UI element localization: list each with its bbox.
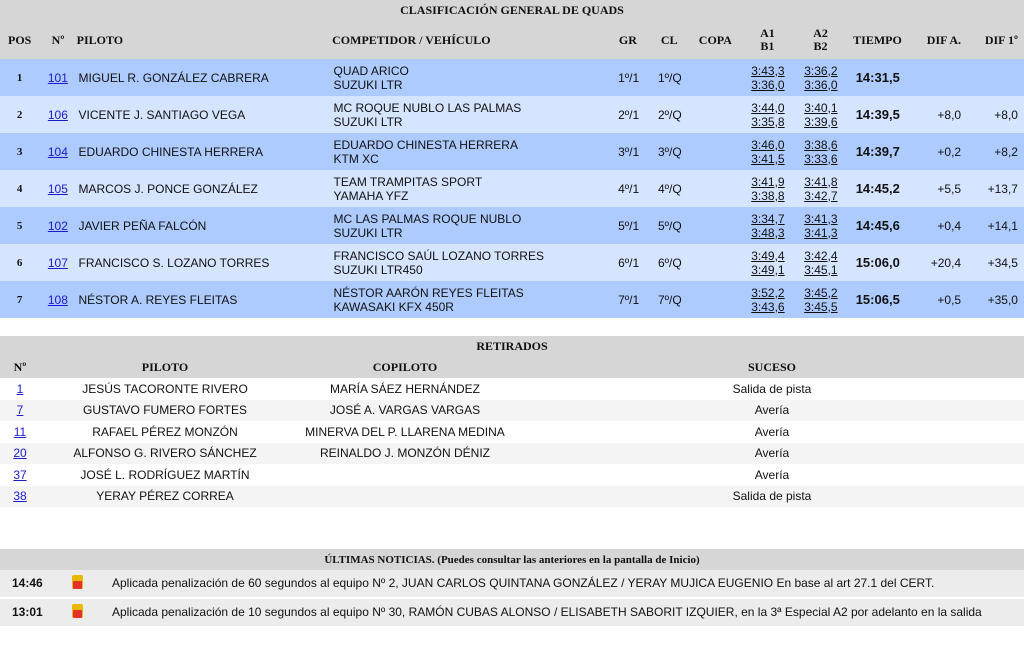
header-num: Nº [13,360,27,374]
time-b2[interactable]: 3:45,5 [804,299,838,314]
row-tiempo: 14:39,5 [855,107,900,122]
retirados-title: RETIRADOS [0,336,1024,357]
vehiculo-name: KTM XC [333,151,379,166]
row-piloto: MARCOS J. PONCE GONZÁLEZ [78,181,258,196]
row-piloto: FRANCISCO S. LOZANO TORRES [78,255,270,270]
row-num-link[interactable]: 102 [47,218,68,233]
time-b1[interactable]: 3:41,5 [751,151,785,166]
row-a1-b1[interactable] [741,138,794,166]
news-text: Aplicada penalización de 60 segundos al equipo Nº 2, JUAN CARLOS QUINTANA GONZÁLEZ / YERAY MUJICA EUGENIO En base al art 27.1 del CERT. [112,576,935,590]
time-b2[interactable]: 3:33,6 [804,151,838,166]
time-a2[interactable]: 3:41,8 [804,174,838,189]
row-suceso: Salida de pista [732,489,812,504]
row-gr: 6º/1 [618,255,640,270]
competidor-name: MC ROQUE NUBLO LAS PALMAS [333,100,522,115]
row-num-link[interactable]: 108 [47,292,68,307]
header-tiempo: TIEMPO [853,32,902,47]
time-a1[interactable]: 3:46,0 [751,137,785,152]
table-row [0,486,1024,508]
table-row [0,281,1024,318]
row-dif-1: +8,0 [994,107,1018,122]
competidor-name: EDUARDO CHINESTA HERRERA [333,137,518,152]
row-suceso: Avería [754,403,790,418]
quads-table-title: CLASIFICACIÓN GENERAL DE QUADS [0,0,1024,21]
table-row [0,207,1024,244]
news-text: Aplicada penalización de 10 segundos al equipo Nº 30, RAMÓN CUBAS ALONSO / ELISABETH SABORIT IZQUIER, en la 3ª Especial A2 por adelanto en la salida [112,605,982,619]
row-pos: 3 [16,145,23,158]
row-cl: 4º/Q [657,181,682,196]
row-cl: 6º/Q [657,255,682,270]
row-gr: 1º/1 [618,70,640,85]
row-gr: 2º/1 [618,107,640,122]
row-competidor [333,175,608,203]
row-piloto: JOSÉ L. RODRÍGUEZ MARTÍN [80,467,250,482]
row-tiempo: 14:45,6 [855,218,900,233]
row-num-link[interactable]: 105 [47,181,68,196]
row-pos: 5 [16,219,23,232]
row-pos: 4 [16,182,23,195]
row-tiempo: 14:31,5 [855,70,900,85]
row-dif-a: +0,5 [937,292,962,307]
news-time: 13:01 [12,605,43,619]
row-dif-1: +8,2 [994,144,1018,159]
row-suceso: Salida de pista [732,381,812,396]
news-title: ÚLTIMAS NOTICIAS. (Puedes consultar las anteriores en la pantalla de Inicio) [0,549,1024,570]
row-a2-b2[interactable] [794,138,847,166]
news-section [0,549,1024,628]
table-row [0,443,1024,465]
row-copiloto: REINALDO J. MONZÓN DÉNIZ [319,446,490,461]
time-a1[interactable]: 3:41,9 [751,174,785,189]
row-dif-a: +0,2 [937,144,962,159]
row-dif-a: +0,4 [937,218,962,233]
news-item [0,599,1024,628]
row-a2-b2[interactable] [794,64,847,92]
time-b1[interactable]: 3:48,3 [751,225,785,240]
row-copiloto: MINERVA DEL P. LLARENA MEDINA [305,424,505,439]
row-a2-b2[interactable] [794,101,847,129]
row-competidor [333,138,608,166]
quads-classification-table [0,0,1024,318]
table-row [0,133,1024,170]
row-dif-a: +8,0 [937,107,962,122]
header-dif-1: DIF 1º [984,32,1019,47]
row-gr: 5º/1 [618,218,640,233]
row-piloto: VICENTE J. SANTIAGO VEGA [78,107,246,122]
row-a2-b2[interactable] [794,212,847,240]
penalty-card-icon [72,575,83,589]
time-a1[interactable]: 3:44,0 [751,100,785,115]
time-b2[interactable]: 3:39,6 [804,114,838,129]
vehiculo-name: SUZUKI LTR [333,77,403,92]
row-competidor [333,286,608,314]
row-a1-b1[interactable] [741,286,794,314]
time-b1[interactable]: 3:43,6 [751,299,785,314]
row-tiempo: 15:06,5 [855,292,900,307]
row-competidor [333,212,608,240]
vehiculo-name: SUZUKI LTR [333,114,403,129]
row-num-link[interactable]: 101 [47,70,68,85]
time-a2[interactable]: 3:36,2 [804,63,838,78]
quads-table-header [0,21,1024,59]
row-dif-a: +20,4 [930,255,962,270]
row-num-link[interactable]: 38 [13,489,27,504]
time-b1[interactable]: 3:35,8 [751,114,785,129]
penalty-card-icon [72,604,83,618]
row-pos: 7 [16,293,23,306]
header-a2-b2 [794,27,847,53]
time-b1[interactable]: 3:49,1 [751,262,785,277]
competidor-name: MC LAS PALMAS ROQUE NUBLO [333,211,522,226]
row-piloto: YERAY PÉREZ CORREA [96,489,234,504]
retirados-header [0,357,1024,378]
header-copa: COPA [698,32,732,47]
table-row [0,421,1024,443]
time-a1[interactable]: 3:43,3 [751,63,785,78]
vehiculo-name: SUZUKI LTR450 [333,262,423,277]
row-cl: 7º/Q [657,292,682,307]
row-copiloto: MARÍA SÁEZ HERNÁNDEZ [329,381,481,396]
time-a2[interactable]: 3:38,6 [804,137,838,152]
row-a2-b2[interactable] [794,286,847,314]
table-row [0,400,1024,422]
row-dif-1: +13,7 [987,181,1018,196]
row-num-link[interactable]: 107 [47,255,68,270]
row-dif-a: +5,5 [937,181,962,196]
table-row [0,244,1024,281]
row-piloto: JAVIER PEÑA FALCÓN [78,218,207,233]
header-cl: CL [660,32,678,47]
row-a2-b2[interactable] [794,175,847,203]
competidor-name: FRANCISCO SAÚL LOZANO TORRES [333,248,544,263]
row-gr: 4º/1 [618,181,640,196]
table-row [0,464,1024,486]
row-piloto: NÉSTOR A. REYES FLEITAS [78,292,238,307]
header-competidor: COMPETIDOR / VEHÍCULO [332,32,491,47]
retirados-table [0,336,1024,507]
competidor-name: QUAD ARICO [333,63,409,78]
row-a1-b1[interactable] [741,64,794,92]
table-row [0,59,1024,96]
row-num-link[interactable]: 106 [47,107,68,122]
vehiculo-name: KAWASAKI KFX 450R [333,299,454,314]
row-cl: 3º/Q [657,144,682,159]
row-suceso: Avería [754,467,790,482]
row-tiempo: 14:39,7 [855,144,900,159]
header-a1: A1 [760,26,775,40]
news-item [0,570,1024,599]
row-gr: 3º/1 [618,144,640,159]
row-a1-b1[interactable] [741,175,794,203]
row-piloto: ALFONSO G. RIVERO SÁNCHEZ [73,446,257,461]
header-b2: B2 [813,39,828,53]
row-a1-b1[interactable] [741,101,794,129]
header-a2: A2 [813,26,828,40]
row-num-link[interactable]: 7 [16,403,24,418]
time-b2[interactable]: 3:36,0 [804,77,838,92]
header-pos: POS [7,32,32,47]
row-piloto: RAFAEL PÉREZ MONZÓN [92,424,238,439]
row-num-link[interactable]: 11 [13,424,27,439]
row-competidor [333,64,608,92]
row-gr: 7º/1 [618,292,640,307]
header-piloto: PILOTO [141,360,189,374]
time-a2[interactable]: 3:42,4 [804,248,838,263]
header-copiloto: COPILOTO [372,360,438,374]
time-a1[interactable]: 3:34,7 [751,211,785,226]
table-row [0,170,1024,207]
row-cl: 5º/Q [657,218,682,233]
competidor-name: NÉSTOR AARÓN REYES FLEITAS [333,285,524,300]
time-a1[interactable]: 3:52,2 [751,285,785,300]
row-cl: 1º/Q [657,70,682,85]
row-tiempo: 15:06,0 [855,255,900,270]
row-copiloto: JOSÉ A. VARGAS VARGAS [329,403,481,418]
news-time: 14:46 [12,576,43,590]
time-b2[interactable]: 3:45,1 [804,262,838,277]
row-num-link[interactable]: 104 [47,144,68,159]
row-num-link[interactable]: 1 [16,381,24,396]
row-dif-1: +34,5 [987,255,1018,270]
vehiculo-name: SUZUKI LTR [333,225,403,240]
row-pos: 2 [16,108,23,121]
row-a1-b1[interactable] [741,249,794,277]
row-a1-b1[interactable] [741,212,794,240]
row-competidor [333,101,608,129]
time-b1[interactable]: 3:36,0 [751,77,785,92]
vehiculo-name: YAMAHA YFZ [333,188,409,203]
time-a2[interactable]: 3:41,3 [804,211,838,226]
row-suceso: Avería [754,424,790,439]
row-dif-1: +14,1 [987,218,1018,233]
time-b2[interactable]: 3:42,7 [804,188,838,203]
row-num-link[interactable]: 20 [13,446,27,461]
header-b1: B1 [760,39,775,53]
row-competidor [333,249,608,277]
header-gr: GR [618,32,637,47]
row-dif-1: +35,0 [987,292,1018,307]
table-row [0,378,1024,400]
row-tiempo: 14:45,2 [855,181,900,196]
row-num-link[interactable]: 37 [13,467,27,482]
header-piloto: PILOTO [76,32,124,47]
header-a1-b1 [741,27,794,53]
time-a2[interactable]: 3:45,2 [804,285,838,300]
row-piloto: GUSTAVO FUMERO FORTES [82,403,247,418]
header-suceso: SUCESO [747,360,797,374]
row-piloto: JESÚS TACORONTE RIVERO [82,381,248,396]
row-cl: 2º/Q [657,107,682,122]
row-pos: 6 [16,256,23,269]
header-dif-a: DIF A. [926,32,962,47]
table-row [0,96,1024,133]
row-pos: 1 [16,71,23,84]
time-b2[interactable]: 3:41,3 [804,225,838,240]
row-suceso: Avería [754,446,790,461]
competidor-name: TEAM TRAMPITAS SPORT [333,174,483,189]
header-num: Nº [51,32,65,47]
time-a2[interactable]: 3:40,1 [804,100,838,115]
row-a2-b2[interactable] [794,249,847,277]
row-piloto: EDUARDO CHINESTA HERRERA [78,144,263,159]
time-b1[interactable]: 3:38,8 [751,188,785,203]
time-a1[interactable]: 3:49,4 [751,248,785,263]
row-piloto: MIGUEL R. GONZÁLEZ CABRERA [78,70,269,85]
